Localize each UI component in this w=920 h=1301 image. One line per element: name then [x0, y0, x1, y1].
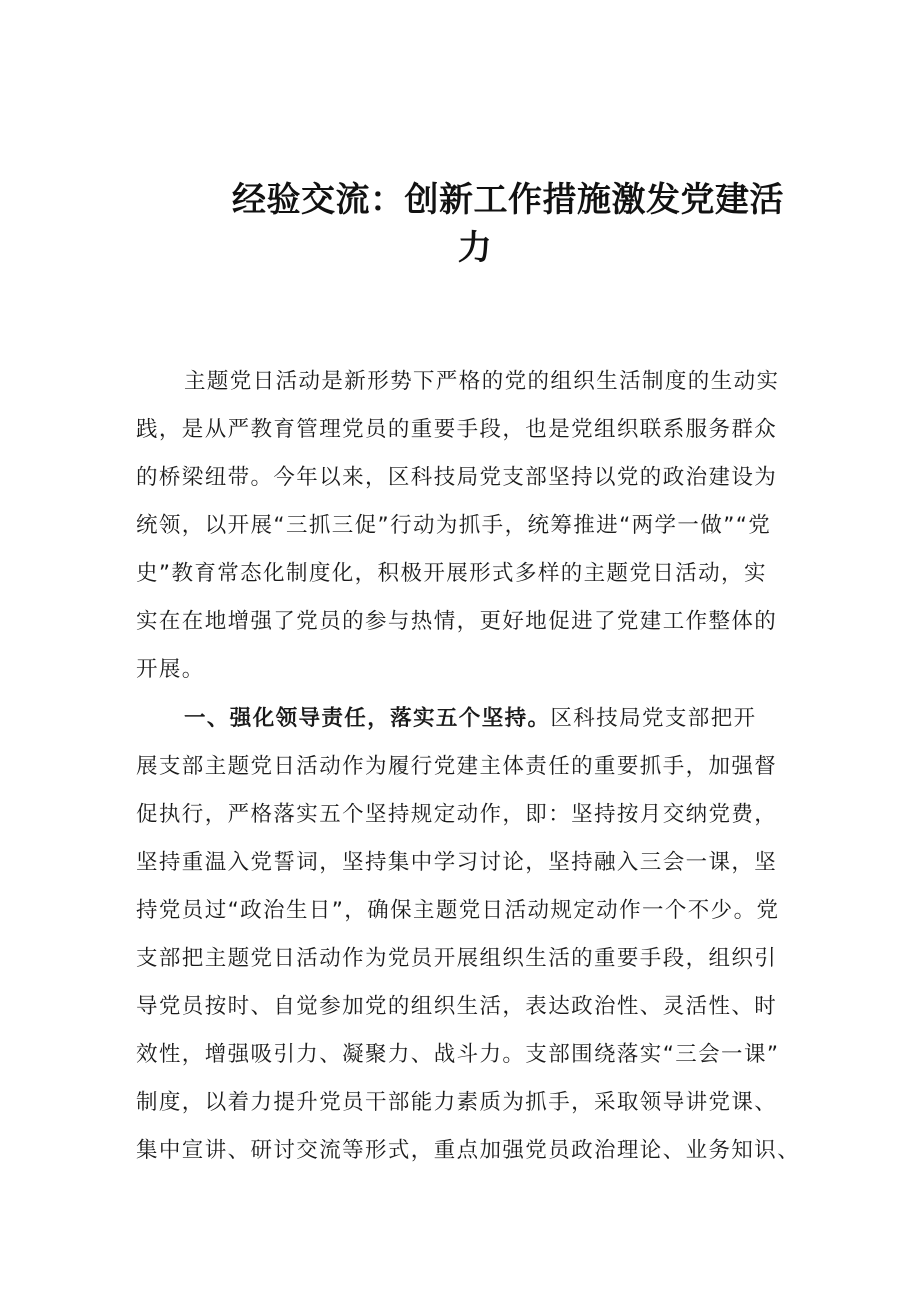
paragraph-intro [136, 358, 790, 694]
paragraph-line: 导党员按时、自觉参加党的组织生活，表达政治性、灵活性、时 [136, 994, 778, 1019]
paragraph-line: 开展。 [136, 657, 205, 682]
paragraph-line: 的桥梁纽带。今年以来，区科技局党支部坚持以党的政治建设为 [136, 465, 778, 490]
paragraph-line: 史”教育常态化制度化，积极开展形式多样的主题党日活动，实 [136, 561, 767, 586]
paragraph-line: 践，是从严教育管理党员的重要手段，也是党组织联系服务群众 [136, 417, 778, 442]
paragraph-line: 制度，以着力提升党员干部能力素质为抓手，采取领导讲党课、 [136, 1090, 778, 1115]
paragraph-line: 持党员过“政治生日”，确保主题党日活动规定动作一个不少。党 [136, 898, 780, 923]
paragraph-line: 效性，增强吸引力、凝聚力、战斗力。支部围绕落实“三会一课” [136, 1042, 780, 1067]
paragraph-line: 支部把主题党日活动作为党员开展组织生活的重要手段，组织引 [136, 946, 778, 971]
paragraph-line [136, 695, 790, 743]
document-title-line1: 经验交流：创新工作措施激发党建活 [232, 180, 784, 220]
document-title-line2: 力 [457, 228, 493, 268]
paragraph-section-one [136, 695, 801, 1175]
paragraph-line: 实在在地增强了党员的参与热情，更好地促进了党建工作整体的 [136, 609, 778, 634]
paragraph-line: 统领，以开展“三抓三促”行动为抓手，统筹推进“两学一做”“党 [136, 513, 772, 538]
section-heading: 一、强化领导责任，落实五个坚持。 [184, 706, 551, 731]
section-heading-rest: 区科技局党支部把开 [550, 706, 757, 731]
paragraph-line: 主题党日活动是新形势下严格的党的组织生活制度的生动实 [184, 369, 780, 394]
paragraph-line: 促执行，严格落实五个坚持规定动作，即：坚持按月交纳党费， [136, 802, 778, 827]
paragraph-line: 坚持重温入党誓词，坚持集中学习讨论，坚持融入三会一课，坚 [136, 850, 778, 875]
paragraph-line: 集中宣讲、研讨交流等形式，重点加强党员政治理论、业务知识、 [136, 1138, 801, 1163]
paragraph-line: 展支部主题党日活动作为履行党建主体责任的重要抓手，加强督 [136, 754, 778, 779]
